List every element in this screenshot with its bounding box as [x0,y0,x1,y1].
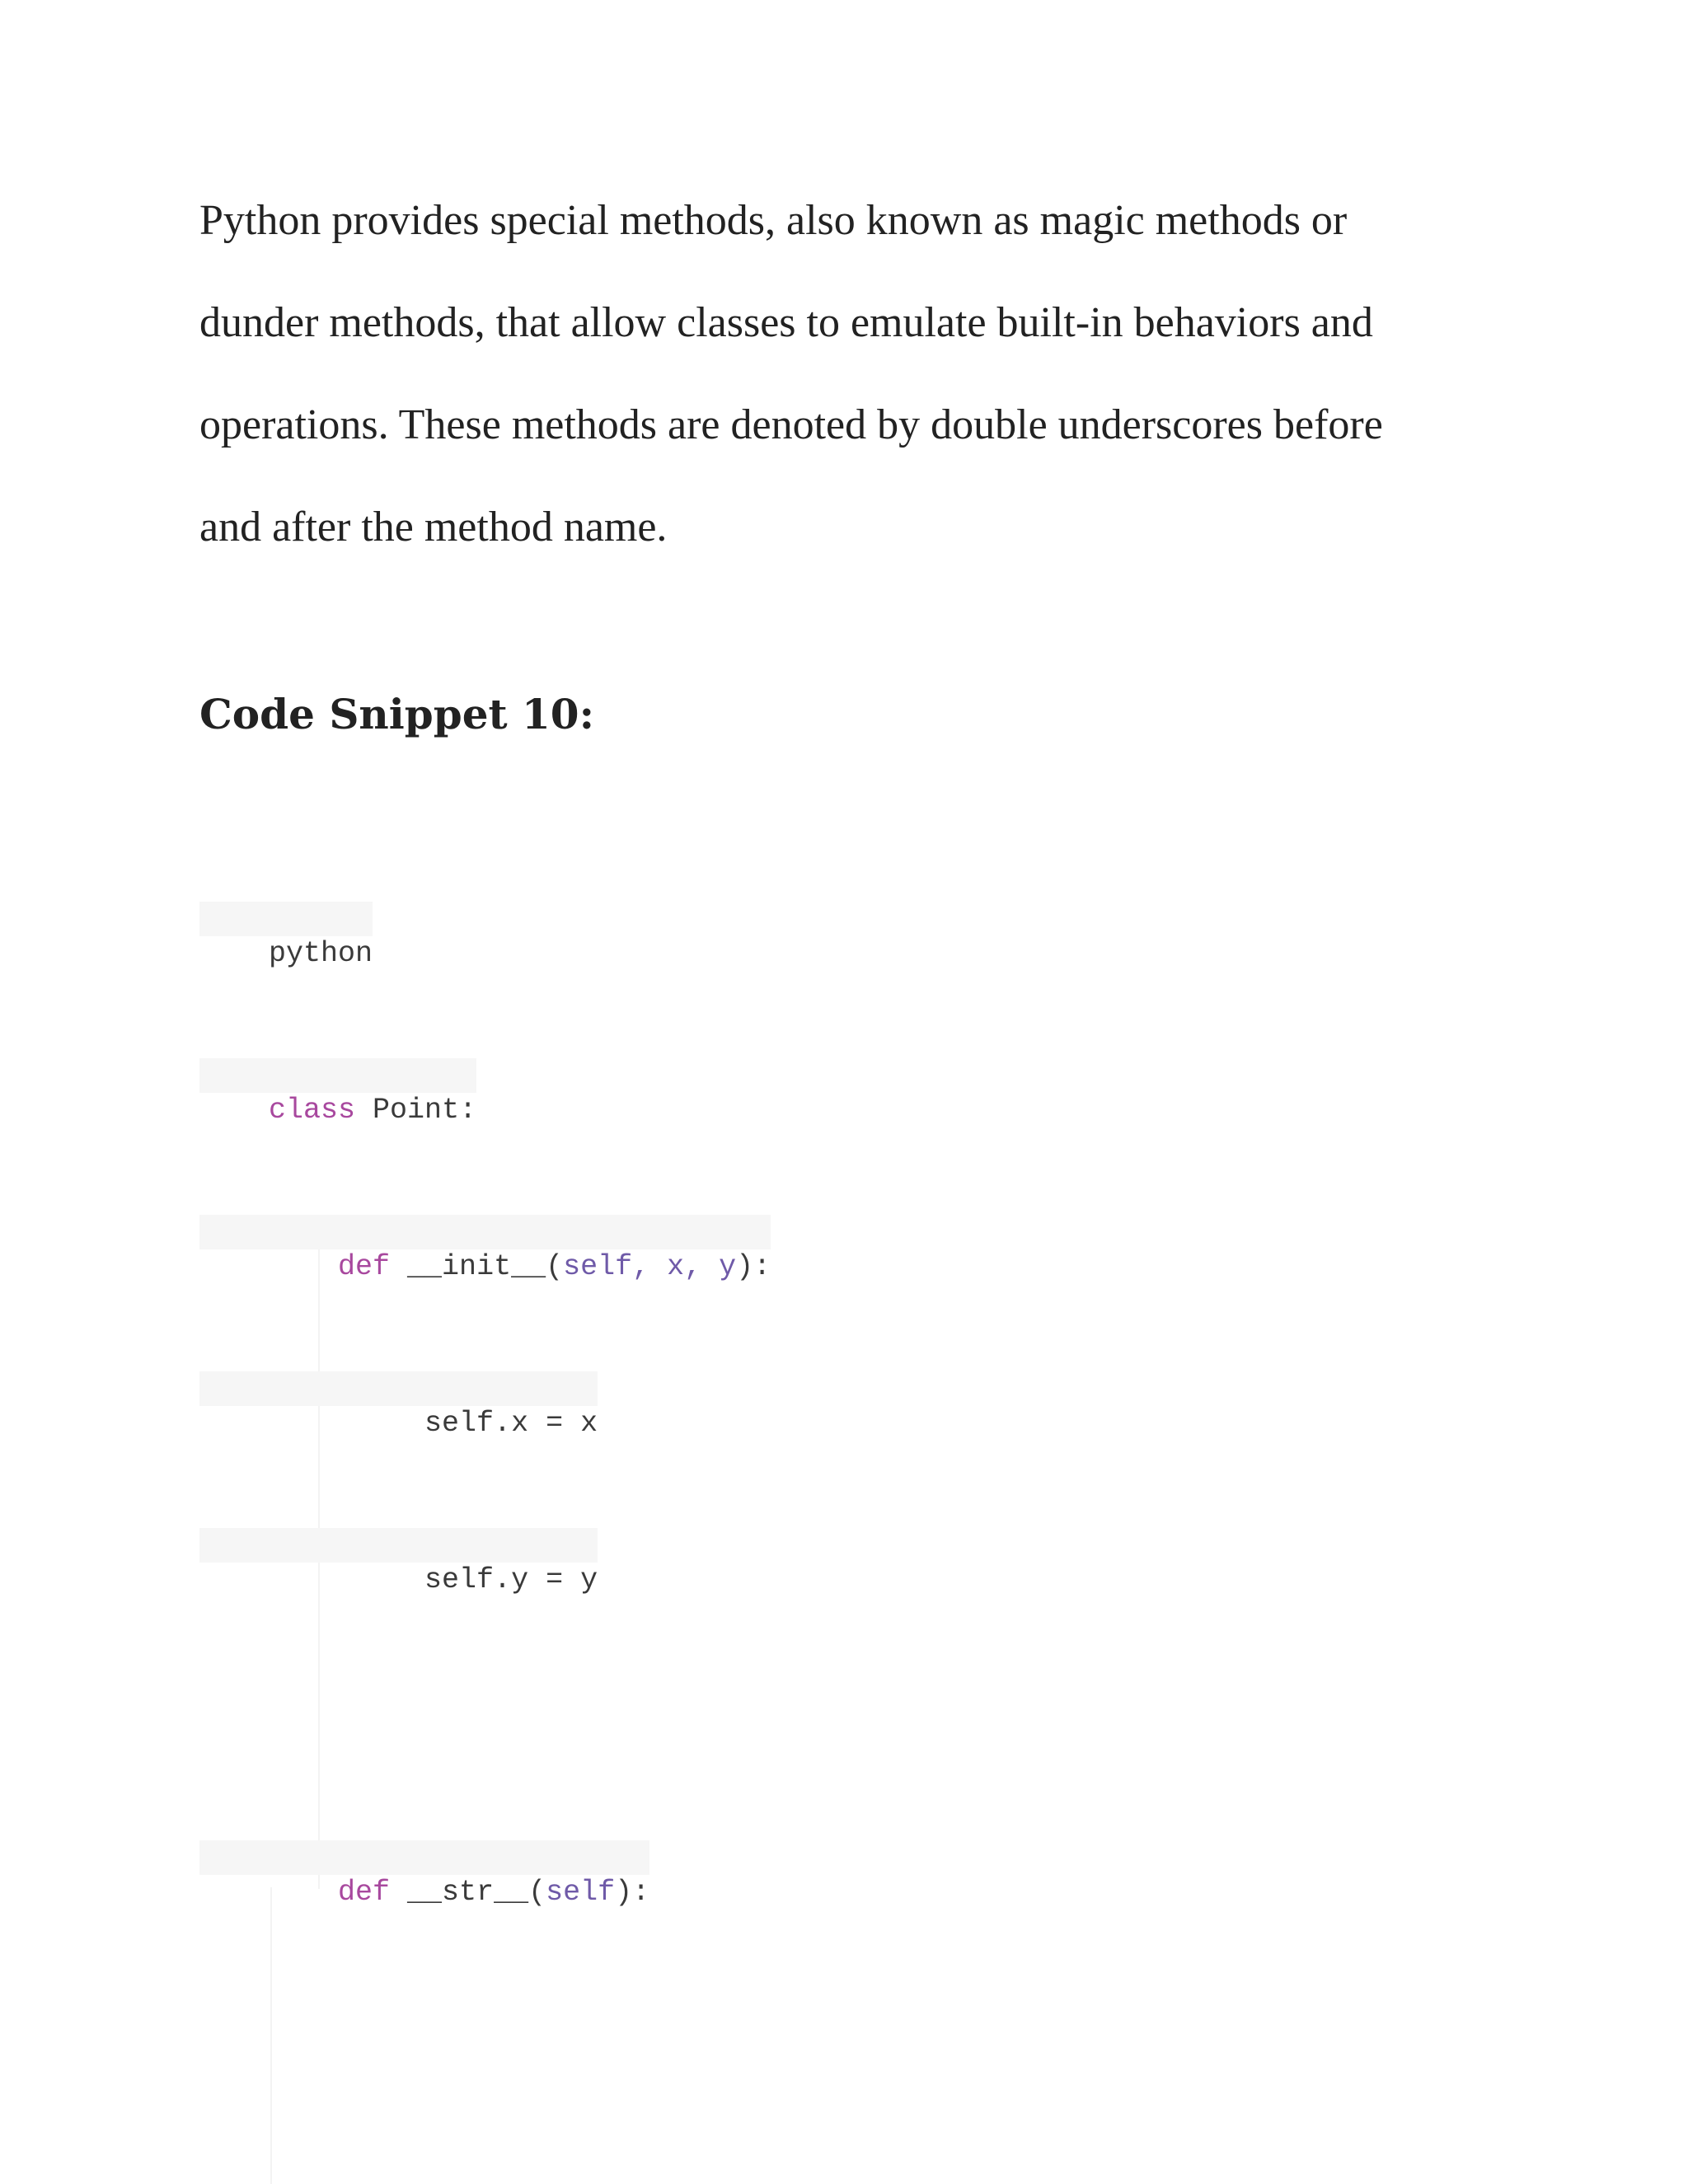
code-indent [269,1876,338,1909]
code-keyword: def [338,1250,391,1283]
code-param: x [667,1250,685,1283]
indent-guide [270,1887,272,2184]
code-param: y [719,1250,737,1283]
code-text: Point: [355,1094,477,1127]
code-line [199,1528,598,1596]
intro-paragraph [199,170,1551,579]
code-text: self.x = x [269,1407,598,1440]
code-text: , [632,1250,668,1283]
code-language-label: python [199,902,373,936]
code-line [199,1058,477,1127]
paragraph-line: operations. These methods are denoted by double underscores before [199,401,1383,448]
paragraph-line: Python provides special methods, also known as magic methods or [199,197,1348,244]
code-text: ): [736,1250,771,1283]
code-indent [269,1250,338,1283]
code-text: ): [615,1876,650,1909]
section-heading: Code Snippet 10: [199,690,595,738]
code-line [199,1371,598,1440]
code-keyword: class [269,1094,356,1127]
code-text: self.y = y [269,1563,598,1596]
code-keyword: def [338,1876,391,1909]
code-param: self [546,1876,616,1909]
paragraph-line: and after the method name. [199,504,668,551]
code-line [199,1215,771,1283]
code-line [199,1840,650,1909]
code-text: , [684,1250,720,1283]
code-param: self [563,1250,633,1283]
paragraph-line: dunder methods, that allow classes to emulate built-in behaviors and [199,299,1373,346]
code-text: __init__( [390,1250,564,1283]
code-text: __str__( [390,1876,546,1909]
